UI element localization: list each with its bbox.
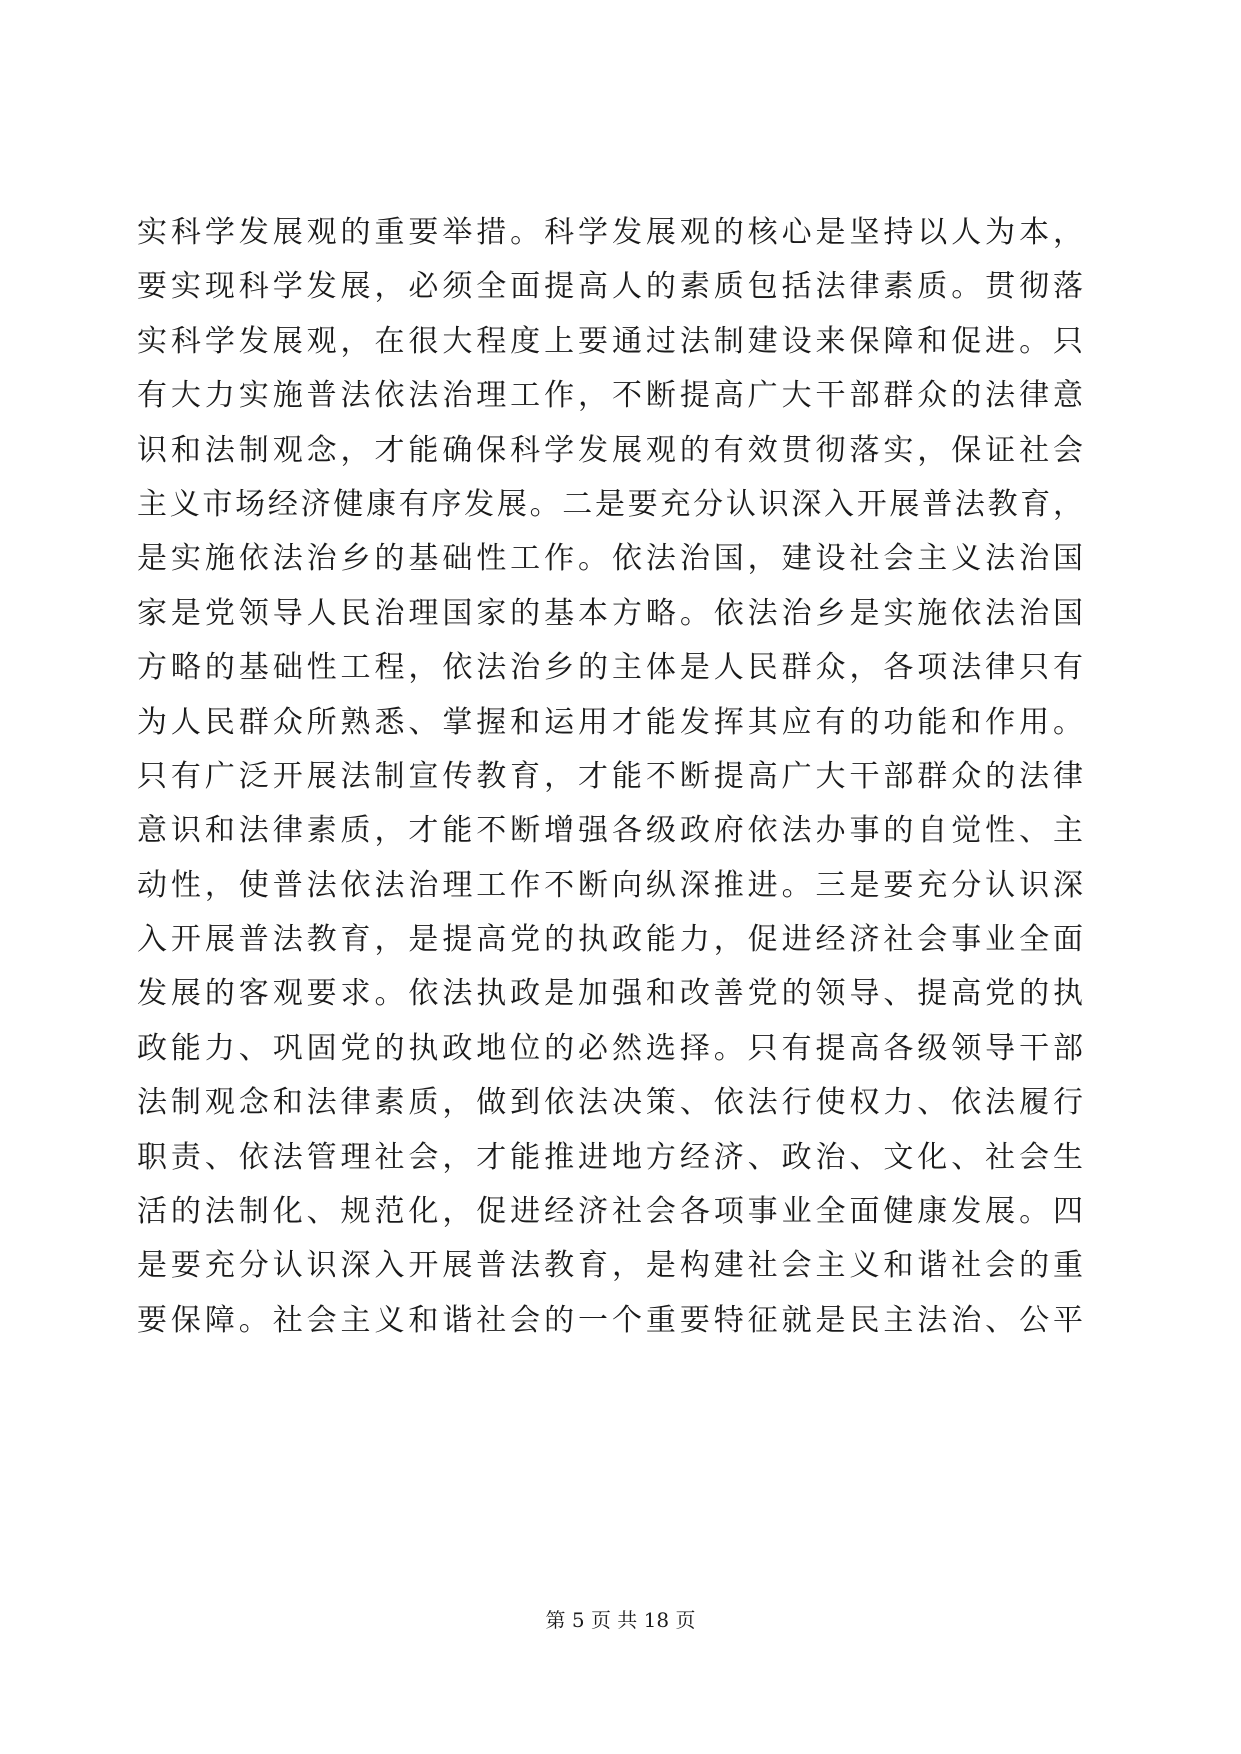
text-line: 有大力实施普法依法治理工作，不断提高广大干部群众的法律意 xyxy=(137,378,1083,414)
text-line: 政能力、巩固党的执政地位的必然选择。只有提高各级领导干部 xyxy=(137,1030,1083,1066)
text-line: 入开展普法教育，是提高党的执政能力，促进经济社会事业全面 xyxy=(137,922,1083,958)
text-line: 主义市场经济健康有序发展。二是要充分认识深入开展普法教育， xyxy=(137,486,1083,522)
text-line: 是要充分认识深入开展普法教育，是构建社会主义和谐社会的重 xyxy=(137,1248,1083,1284)
page-number-footer: 第 5 页 共 18 页 xyxy=(545,1608,696,1632)
text-line: 活的法制化、规范化，促进经济社会各项事业全面健康发展。四 xyxy=(137,1194,1083,1230)
body-text xyxy=(137,206,1083,1348)
text-line: 意识和法律素质，才能不断增强各级政府依法办事的自觉性、主 xyxy=(137,813,1083,849)
text-line: 家是党领导人民治理国家的基本方略。依法治乡是实施依法治国 xyxy=(137,595,1083,631)
text-line: 识和法制观念，才能确保科学发展观的有效贯彻落实，保证社会 xyxy=(137,432,1083,468)
text-line: 动性，使普法依法治理工作不断向纵深推进。三是要充分认识深 xyxy=(137,867,1083,903)
text-line: 方略的基础性工程，依法治乡的主体是人民群众，各项法律只有 xyxy=(137,650,1083,686)
text-line: 为人民群众所熟悉、掌握和运用才能发挥其应有的功能和作用。 xyxy=(137,704,1083,740)
text-line: 职责、依法管理社会，才能推进地方经济、政治、文化、社会生 xyxy=(137,1139,1083,1175)
text-line: 实科学发展观，在很大程度上要通过法制建设来保障和促进。只 xyxy=(137,323,1083,359)
text-line: 是实施依法治乡的基础性工作。依法治国，建设社会主义法治国 xyxy=(137,541,1083,577)
text-line: 要实现科学发展，必须全面提高人的素质包括法律素质。贯彻落 xyxy=(137,269,1083,305)
text-line: 实科学发展观的重要举措。科学发展观的核心是坚持以人为本， xyxy=(137,215,1083,250)
text-line: 法制观念和法律素质，做到依法决策、依法行使权力、依法履行 xyxy=(137,1085,1083,1121)
text-line: 发展的客观要求。依法执政是加强和改善党的领导、提高党的执 xyxy=(137,976,1083,1012)
text-line: 要保障。社会主义和谐社会的一个重要特征就是民主法治、公平 xyxy=(137,1302,1083,1338)
text-line: 只有广泛开展法制宣传教育，才能不断提高广大干部群众的法律 xyxy=(137,758,1083,794)
